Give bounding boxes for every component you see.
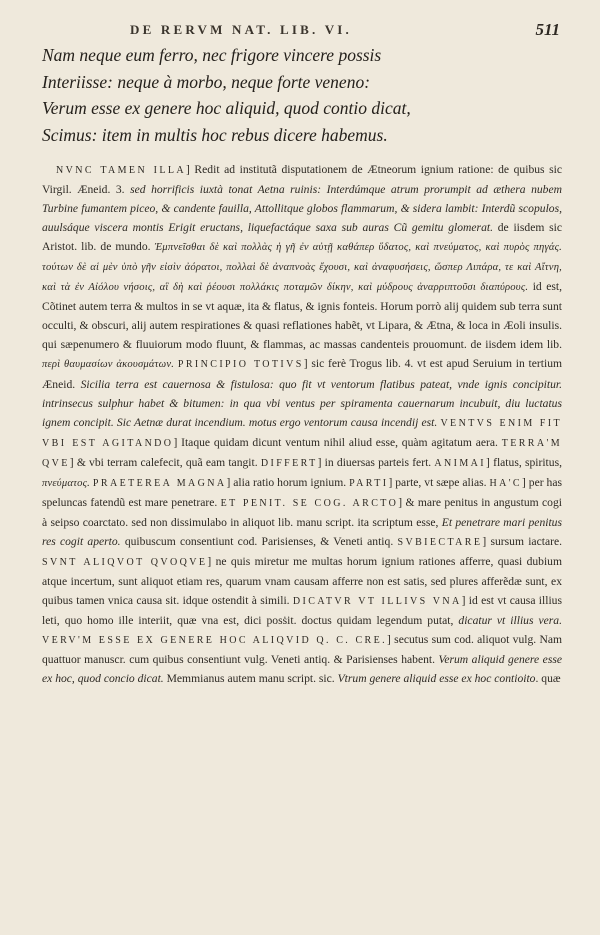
lemma: DIFFERT bbox=[260, 457, 318, 469]
commentary-text-run: ] & vbi terram calefecit, quã eam tangit. bbox=[69, 455, 261, 469]
lemma: PARTI bbox=[349, 477, 389, 489]
commentary-text-run: . quæ bbox=[535, 672, 561, 686]
lemma: PRAETEREA MAGNA bbox=[92, 477, 227, 489]
verse-line: Verum esse ex genere hoc aliquid, quod contio dicat, bbox=[42, 98, 411, 118]
verse-line: Scimus: item in multis hoc rebus dicere habemus. bbox=[42, 124, 388, 145]
lemma: ET PENIT. SE COG. ARCTO bbox=[220, 497, 399, 509]
commentary-text-run: ] in diuersas parteis fert. bbox=[317, 455, 435, 469]
commentary-text-run: ] Itaque quidam dicunt ventum nihil aliud esse, quàm agitatum aera. bbox=[173, 435, 502, 449]
verse-block bbox=[42, 42, 562, 148]
commentary-text-run: ] sursum iactare. bbox=[482, 534, 562, 548]
lemma: TERRA'M QVE bbox=[42, 437, 562, 469]
commentary-text-run: id est, Cõtinet autem terra & multos in se vt aquæ, ita & flatus, & ignis fonteis. Horum porrò alij quidem sub terra sunt occulti, & obscuri, alij autem respirationes & quasi reflationes habẽt, vt Lipara, & Ætna, & loca in Æoli insulis. qui sæpenumero & fluuiorum modo fluunt, & flammas, ac massas candenteis prouomunt. de iisdem idem lib. bbox=[42, 280, 562, 352]
commentary-text-run: ] alia ratio horum ignium. bbox=[226, 475, 350, 489]
commentary-text-run: ] per has speluncas fatendũ est mare penetrare. bbox=[42, 475, 562, 509]
commentary-text-run: Memmianus autem manu script. sic. bbox=[163, 672, 338, 686]
commentary-text-run: ] & mare penitus in angustum cogi à seipso coarctato. sed non dissimulabo in aliquot lib. manu script. ita scriptum esse, bbox=[42, 495, 562, 529]
verse-line: Interiisse: neque à morbo, neque forte veneno: bbox=[42, 71, 371, 92]
italic-quotation: Verum aliquid genere esse ex hoc, quod concio dicat. bbox=[42, 653, 562, 686]
lemma: SVBIECTARE bbox=[397, 536, 483, 548]
commentary-text-run: de iisdem sic Aristot. lib. de mundo. bbox=[42, 221, 562, 254]
greek-quotation: πνεύματος. bbox=[42, 477, 90, 489]
lemma: DICATVR VT ILLIVS VNA bbox=[292, 596, 462, 608]
verse-line: Nam neque eum ferro, nec frigore vincere possis bbox=[42, 45, 382, 65]
lemma: SVNT ALIQVOT QVOQVE bbox=[42, 556, 208, 568]
italic-quotation: sed horrificis iuxtà tonat Aetna ruinis: Interdúmque atrum prorumpit ad æthera nubem Turbine fumantem piceo, & candente fauilla, Attollitque globos flammarum, & sidera lambit: Interdũ scopulos, auulsáque viscera montis Erigit eructans, liquefactáque saxa sub auras Cũ gemitu glomerat. bbox=[42, 183, 562, 235]
lemma: VENTVS ENIM FIT VBI EST AGITANDO bbox=[42, 417, 562, 449]
commentary-text-run: ] secutus sum cod. aliquot vulg. Nam quattuor manuscr. cum quibus consentiunt vulg. Veneti antiq. & Parisienses habent. bbox=[42, 633, 562, 667]
italic-quotation: Vtrum genere aliquid esse ex hoc contioito bbox=[337, 672, 536, 686]
commentary-text-run: ] flatus, spiritus, bbox=[486, 455, 562, 469]
running-head: DE RERVM NAT. LIB. VI. bbox=[130, 22, 352, 37]
greek-quotation: περὶ θαυμασίων ἀκουσμάτων. bbox=[42, 359, 175, 371]
commentary-text-run: ] Redit ad institutã disputationem de Ætneorum ignium ratione: de quibus sic Virgil. Æneid. 3. bbox=[42, 163, 562, 197]
page-number: 511 bbox=[535, 20, 560, 39]
lemma: NVNC TAMEN ILLA bbox=[56, 165, 186, 176]
commentary-paragraph bbox=[42, 160, 562, 688]
commentary-text-run: ] sic ferè Trogus lib. 4. vt est apud Seruium in tertium Æneid. bbox=[42, 357, 563, 391]
commentary-text-run: ] ne quis miretur me multas horum ignium rationes afferre, quasi dubium atque incertum, sunt aliquot etiam res, quarum vnam causam afferre non est satis, sed plures afferẽdæ sunt, ex quibus tamen vnica causa sit. idque ostendit à simili. bbox=[42, 554, 562, 608]
page-header bbox=[60, 20, 560, 42]
italic-quotation: Sicilia terra est cauernosa & fistulosa: quo fit vt ventorum flatibus pateat, vnde ignis concipitur. intrinsecus sulphur habet & bitumen: in qua vbi ventus per spiramenta cauernarum incubuit, diu luctatus ignem concipit. Sic Aetnæ durat incendium. motus ergo ventorum causa incendij est. bbox=[42, 377, 562, 429]
commentary-block bbox=[42, 160, 562, 688]
lemma: ANIMAI bbox=[434, 457, 487, 469]
commentary-text-run: quibuscum consentiunt cod. Parisienses, & Veneti antiq. bbox=[120, 534, 398, 548]
greek-quotation: Ἐμπνεῖσθαι δὲ καὶ πολλὰς ἡ γῆ ἐν αὐτῇ καθάπερ ὕδατος, καὶ πνεύματος, καὶ πυρὸς πηγάς. τούτων δὲ αἱ μὲν ὑπὸ γῆν εἰσὶν ἀόρατοι, πολλαὶ δὲ ἀναπνοὰς ἔχουσι, καὶ ἀναφυσήσεις, ὥσπερ Λιπάρα, τε καὶ Αἴτνη, καὶ τὰ ἐν Αἰόλου νήσοις, αἳ δὴ καὶ ῥέουσι πολλάκις ποταμῶν δίκην, καὶ μύδρους ἀναρριπτοῦσι διαπύρους. bbox=[42, 242, 562, 294]
lemma: PRINCIPIO TOTIVS bbox=[177, 359, 304, 371]
lemma: HA'C bbox=[489, 477, 522, 489]
italic-quotation: Et penetrare mari penitus res cogit aperto. bbox=[42, 515, 562, 548]
commentary-text-run: ] id est vt causa illius leti, quo homo ille interiit, quæ vna est, dici posṡit. doctus quidam legendum putat, bbox=[42, 594, 562, 628]
italic-quotation: dicatur vt illius vera. bbox=[458, 614, 563, 628]
lemma: VERV'M ESSE EX GENERE HOC ALIQVID Q. C. CRE. bbox=[42, 635, 388, 647]
commentary-text-run: ] parte, vt sæpe alias. bbox=[388, 475, 490, 489]
